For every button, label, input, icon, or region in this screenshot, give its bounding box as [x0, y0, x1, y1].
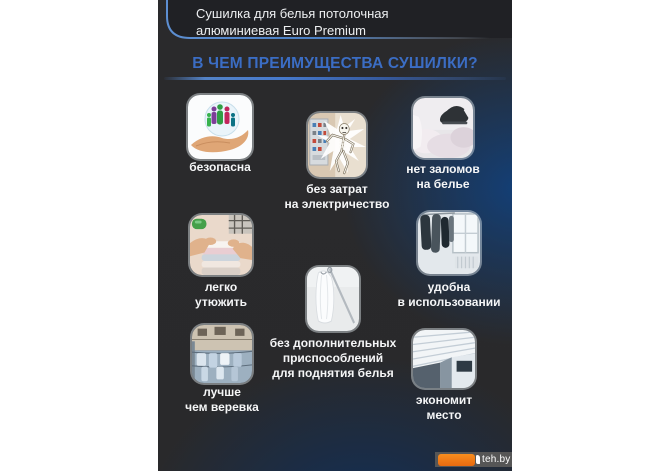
advantage-photo-no-creases	[413, 98, 473, 158]
product-title-line2: алюминиевая Euro Premium	[196, 23, 367, 38]
advantage-label-safe: безопасна	[189, 160, 251, 174]
clothes-on-ceiling-dryer-icon	[418, 212, 480, 274]
iron-on-laundry-icon	[413, 98, 473, 158]
advantage-photo-safe	[188, 95, 252, 159]
family-in-hand-icon	[188, 95, 252, 159]
advantage-label-convenient: удобна в использовании	[397, 280, 501, 309]
product-title	[196, 5, 389, 39]
advantage-photo-no-extra-tools	[307, 267, 359, 331]
section-heading: В ЧЕМ ПРЕИМУЩЕСТВА СУШИЛКИ?	[192, 55, 478, 72]
skeleton-electric-shock-icon	[308, 113, 366, 177]
advantage-label-saves-space: экономит место	[415, 393, 473, 422]
advantage-label-no-electricity: без затрат на электричество	[284, 182, 390, 211]
watermark-text: teh.by	[482, 454, 511, 465]
advantage-label-no-creases: нет заломов на белье	[406, 162, 480, 191]
header	[158, 0, 512, 44]
product-card	[158, 0, 512, 471]
advantage-photo-easy-ironing	[190, 215, 252, 275]
product-title-line1: Сушилка для белья потолочная	[196, 6, 389, 21]
watermark	[435, 452, 512, 467]
advantage-photo-convenient	[418, 212, 480, 274]
advantage-label-easy-ironing: легко утюжить	[195, 280, 247, 309]
folded-laundry-stack-icon	[190, 215, 252, 275]
watermark-logo-glyph-icon	[476, 455, 480, 464]
advantage-label-no-extra-tools: без дополнительных приспособлений для поднятия белья	[269, 336, 397, 380]
advantage-photo-better-than-rope	[192, 325, 252, 383]
heading-divider	[164, 77, 506, 80]
hanging-garment-rod-icon	[307, 267, 359, 331]
ceiling-mounted-dryer-icon	[413, 330, 475, 388]
outdoor-clothesline-icon	[192, 325, 252, 383]
advantage-label-better-than-rope: лучше чем веревка	[185, 385, 259, 414]
watermark-logo-block	[438, 454, 475, 466]
advantage-photo-no-electricity	[308, 113, 366, 177]
advantage-photo-saves-space	[413, 330, 475, 388]
